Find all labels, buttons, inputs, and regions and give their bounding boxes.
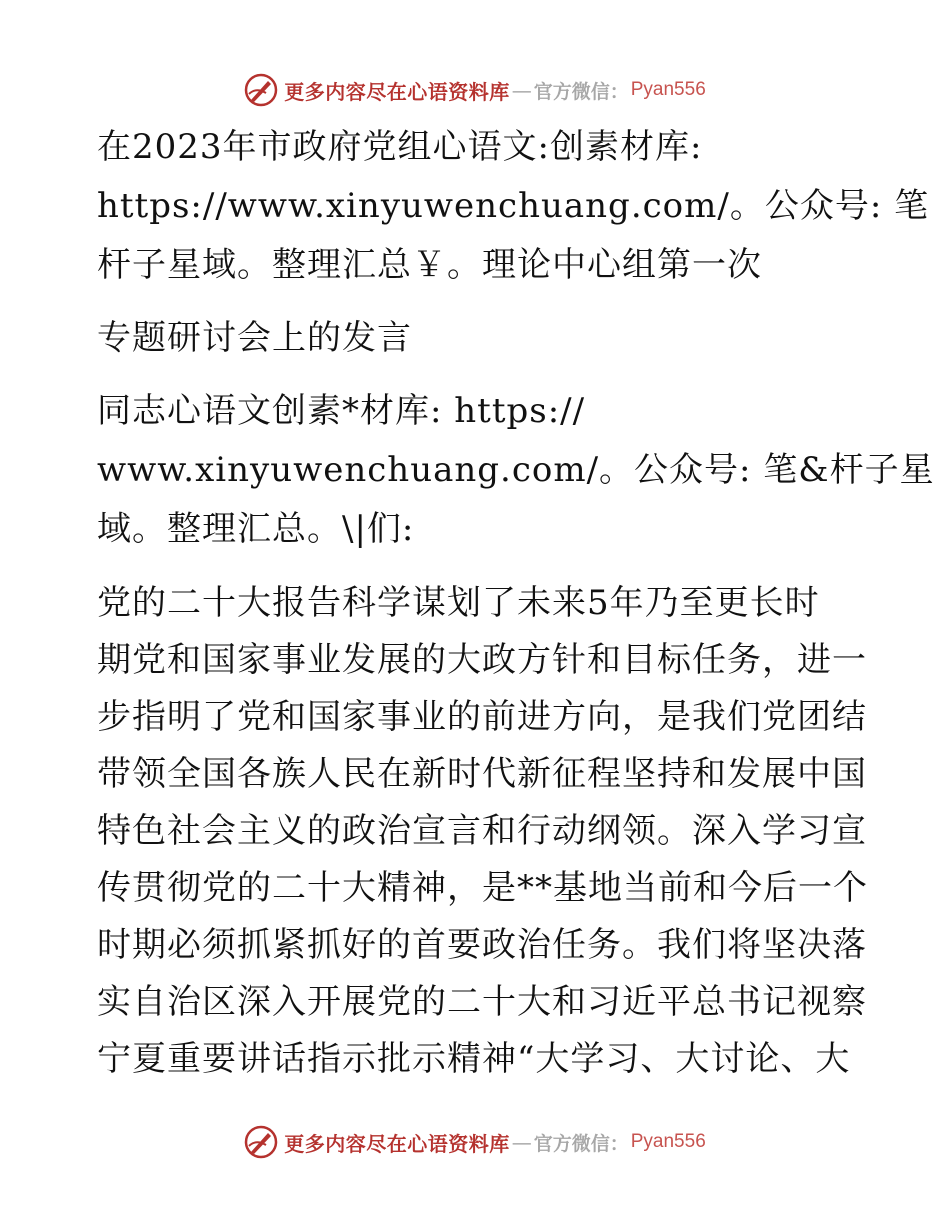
- text-line: 在2023年市政府党组心语文:创素材库:: [97, 127, 703, 167]
- text-line: 党的二十大报告科学谋划了未来5年乃至更长时: [97, 583, 820, 623]
- banner-wechat-label: 官方微信：: [533, 80, 629, 103]
- banner-wechat-label: 官方微信：: [533, 1132, 629, 1155]
- text-line: https://www.xinyuwenchuang.com/。公众号: 笔: [97, 186, 930, 226]
- banner-wechat-id: Pyan556: [630, 79, 706, 100]
- text-line: 特色社会主义的政治宣言和行动纲领。深入学习宣: [97, 811, 867, 851]
- text-line: 域。整理汇总。\|们:: [97, 509, 415, 549]
- text-line: 时期必须抓紧抓好的首要政治任务。我们将坚决落: [97, 925, 867, 965]
- text-line: www.xinyuwenchuang.com/。公众号: 笔&杆子星: [97, 450, 935, 490]
- text-line: 杆子星域。整理汇总￥。理论中心组第一次: [97, 245, 762, 285]
- text-line: 带领全国各族人民在新时代新征程坚持和发展中国: [97, 754, 867, 794]
- text-line: 期党和国家事业发展的大政方针和目标任务，进一: [97, 640, 867, 680]
- banner-title: 更多内容尽在心语资料库: [284, 79, 510, 104]
- header-banner: [0, 70, 950, 110]
- pen-logo-icon: [244, 73, 278, 107]
- banner-wechat-id: Pyan556: [630, 1131, 706, 1152]
- pen-logo-icon: [244, 1125, 278, 1159]
- text-line: 同志心语文创素*材库: https://: [97, 391, 586, 431]
- text-line: 步指明了党和国家事业的前进方向，是我们党团结: [97, 697, 867, 737]
- banner-dash: —: [511, 1130, 532, 1154]
- footer-banner: [0, 1122, 950, 1162]
- banner-title: 更多内容尽在心语资料库: [284, 1131, 510, 1156]
- text-line: 宁夏重要讲话指示批示精神“大学习、大讨论、大: [97, 1039, 851, 1079]
- banner-dash: —: [511, 78, 532, 102]
- text-line: 实自治区深入开展党的二十大和习近平总书记视察: [97, 982, 867, 1022]
- text-line: 传贯彻党的二十大精神，是**基地当前和今后一个: [97, 868, 868, 908]
- text-line: 专题研讨会上的发言: [97, 318, 412, 358]
